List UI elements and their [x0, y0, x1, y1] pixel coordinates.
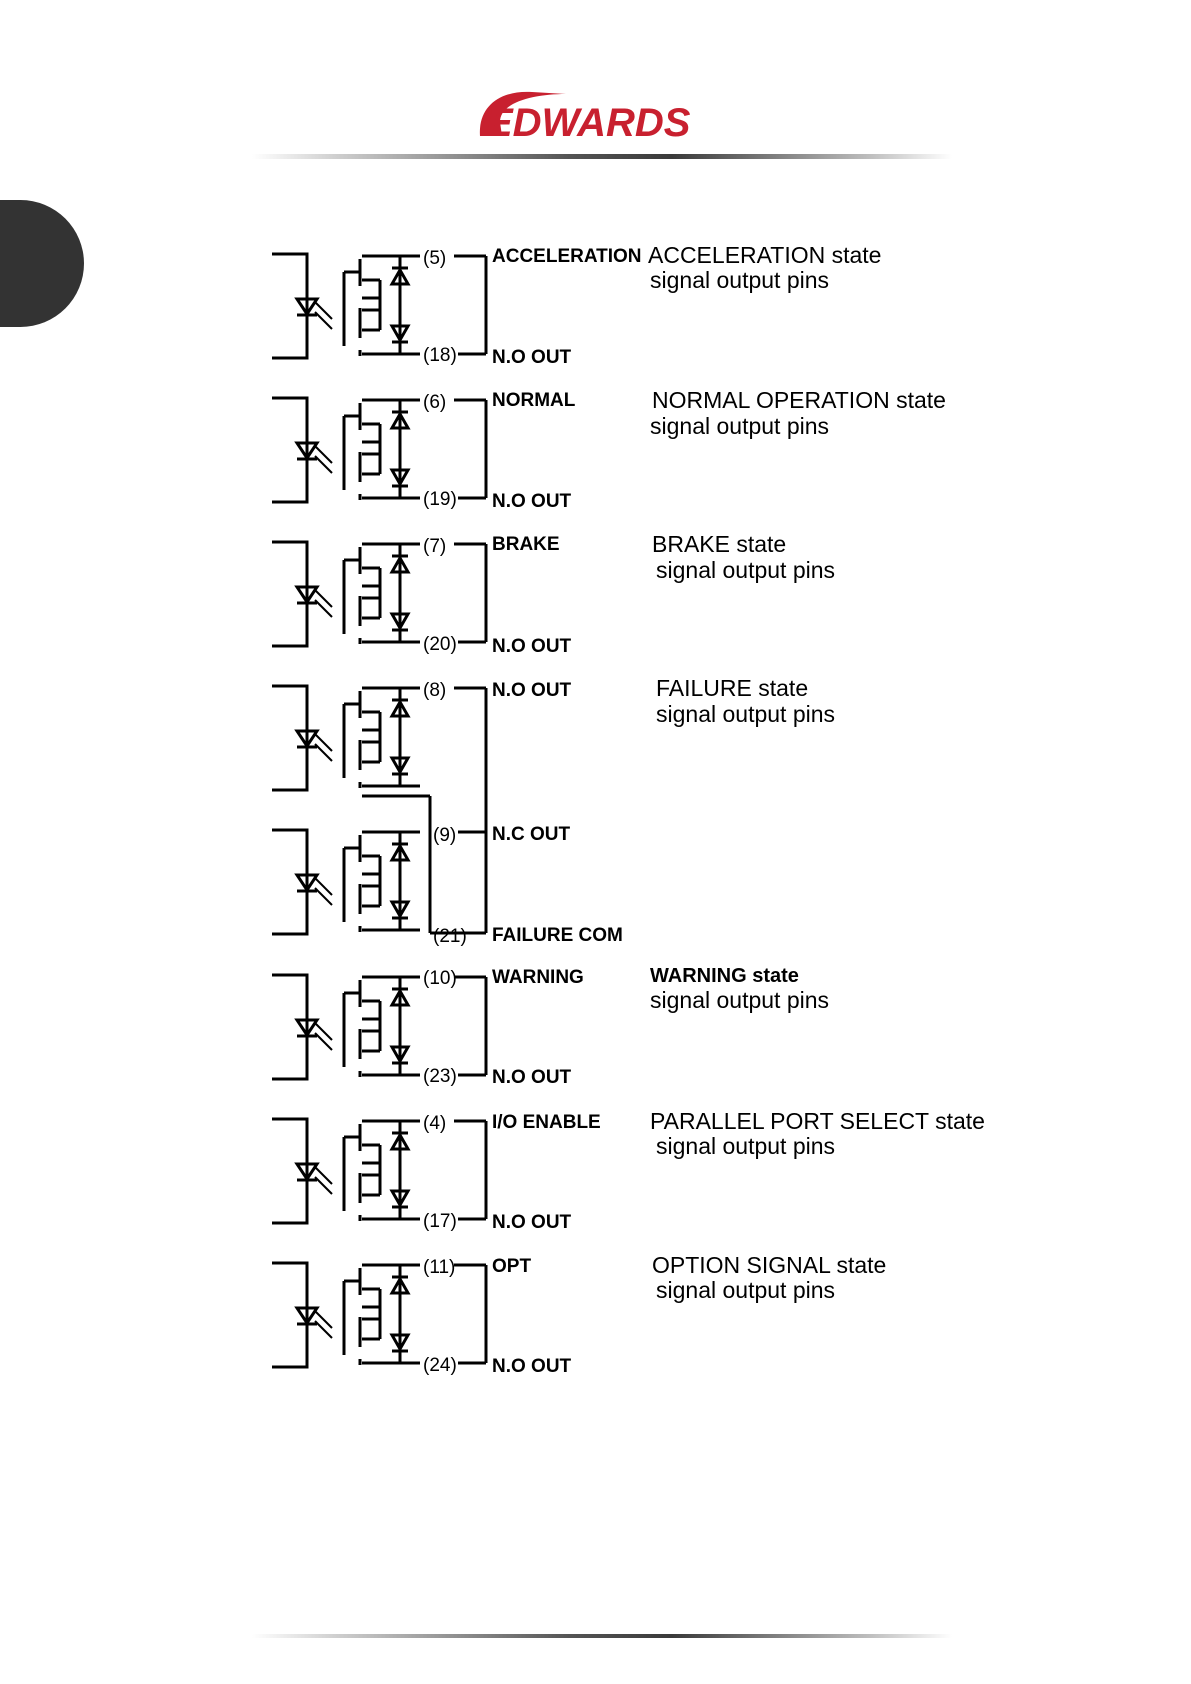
relay-opt [272, 1263, 486, 1367]
pin-11: (11) [423, 1257, 456, 1278]
desc-warning-title: WARNING state [650, 965, 799, 987]
pin-18: (18) [423, 345, 457, 366]
pin-23: (23) [423, 1066, 457, 1087]
label-acceleration-no-out: N.O OUT [492, 347, 572, 368]
pin-19: (19) [423, 489, 457, 510]
pin-17: (17) [423, 1211, 457, 1232]
label-io-enable: I/O ENABLE [492, 1112, 601, 1133]
label-failure-com: FAILURE COM [492, 925, 623, 946]
relay-io-enable [272, 1119, 486, 1223]
desc-failure-title: FAILURE state [656, 675, 809, 701]
desc-brake-title: BRAKE state [652, 531, 787, 557]
logo-wordmark: EDWARDS [486, 101, 691, 142]
label-brake-no-out: N.O OUT [492, 636, 572, 657]
desc-io-enable-sub: signal output pins [656, 1133, 836, 1159]
pin-7: (7) [423, 536, 447, 557]
pin-10: (10) [423, 968, 457, 989]
pin-21: (21) [433, 926, 467, 947]
desc-brake-sub: signal output pins [656, 557, 836, 583]
label-normal: NORMAL [492, 390, 576, 411]
relay-normal [272, 398, 486, 502]
desc-opt-sub: signal output pins [656, 1277, 836, 1303]
desc-failure-sub: signal output pins [656, 701, 836, 727]
desc-acceleration-sub: signal output pins [650, 267, 830, 293]
relay-warning [272, 975, 486, 1079]
relay-brake [272, 542, 486, 646]
label-warning: WARNING [492, 967, 584, 988]
desc-warning-sub: signal output pins [650, 987, 830, 1013]
label-opt-no-out: N.O OUT [492, 1356, 572, 1377]
label-brake: BRAKE [492, 534, 560, 555]
desc-normal-title: NORMAL OPERATION state [652, 387, 946, 413]
pin-5: (5) [423, 248, 447, 269]
pin-20: (20) [423, 634, 457, 655]
label-acceleration: ACCELERATION [492, 246, 642, 267]
relay-acceleration [272, 254, 486, 358]
desc-opt-title: OPTION SIGNAL state [652, 1252, 887, 1278]
label-normal-no-out: N.O OUT [492, 491, 572, 512]
pin-8: (8) [423, 680, 447, 701]
desc-acceleration-title: ACCELERATION state [648, 242, 882, 268]
label-io-enable-no-out: N.O OUT [492, 1212, 572, 1233]
label-warning-no-out: N.O OUT [492, 1067, 572, 1088]
pin-6: (6) [423, 392, 447, 413]
footer-rule [252, 1634, 952, 1638]
pin-4: (4) [423, 1113, 447, 1134]
desc-normal-sub: signal output pins [650, 413, 830, 439]
label-failure-no-out: N.O OUT [492, 680, 572, 701]
pin-24: (24) [423, 1355, 457, 1376]
label-failure-nc-out: N.C OUT [492, 824, 571, 845]
desc-io-enable-title: PARALLEL PORT SELECT state [650, 1108, 985, 1134]
label-opt: OPT [492, 1256, 532, 1277]
pin-9: (9) [433, 825, 457, 846]
